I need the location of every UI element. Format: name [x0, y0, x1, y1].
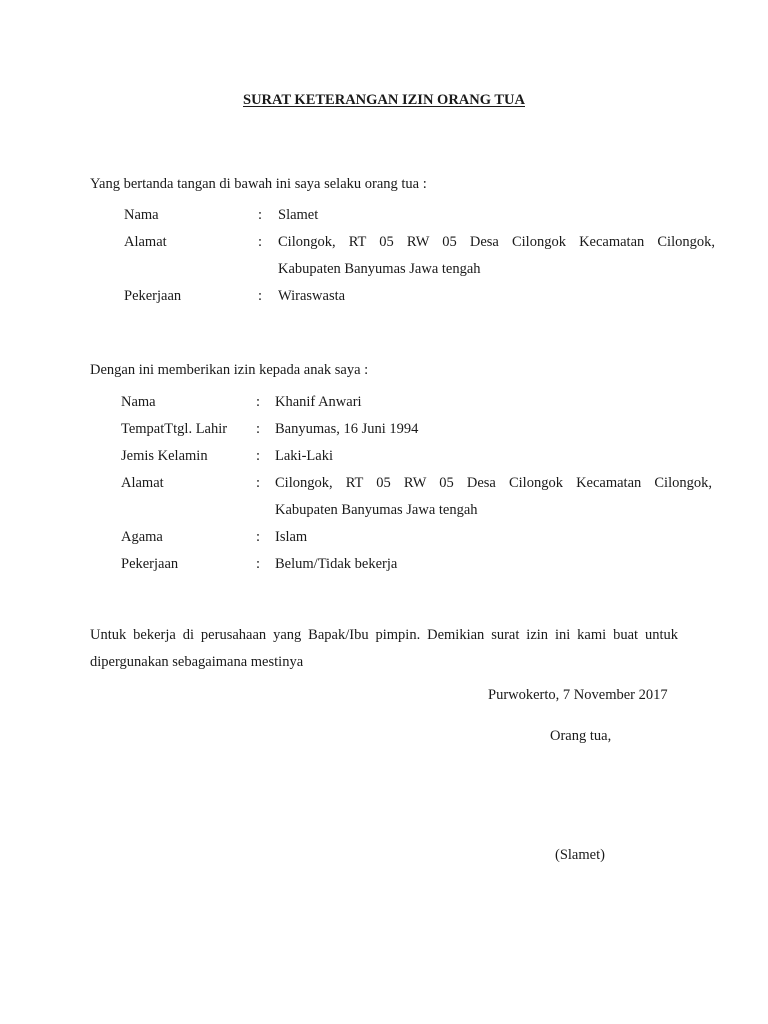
- child-field-row: [0, 556, 768, 583]
- field-label: Nama: [124, 207, 159, 223]
- field-value: Wiraswasta: [278, 288, 346, 304]
- parent-field-row-continuation: [0, 261, 768, 288]
- field-value: Cilongok, RT 05 RW 05 Desa Cilongok Kecamatan Cilongok,: [278, 234, 715, 250]
- letter-title-text: SURAT KETERANGAN IZIN ORANG TUA: [243, 92, 525, 108]
- field-label: Alamat: [124, 234, 167, 250]
- parent-field-row: [0, 288, 768, 315]
- field-label: Alamat: [121, 475, 164, 491]
- field-value: Banyumas, 16 Juni 1994: [275, 421, 419, 437]
- field-value: Khanif Anwari: [275, 394, 362, 410]
- place-date: Purwokerto, 7 November 2017: [488, 687, 668, 703]
- field-value-continuation: Kabupaten Banyumas Jawa tengah: [275, 502, 478, 518]
- signatory-role: Orang tua,: [550, 728, 612, 744]
- field-separator: :: [256, 556, 261, 572]
- signatory-name: (Slamet): [555, 847, 605, 863]
- closing-line-2: dipergunakan sebagaimana mestinya: [90, 654, 304, 670]
- child-field-row: [0, 475, 768, 502]
- field-label: Pekerjaan: [121, 556, 179, 572]
- field-separator: :: [256, 421, 261, 437]
- field-separator: :: [258, 207, 263, 223]
- field-separator: :: [256, 475, 261, 491]
- field-value: Belum/Tidak bekerja: [275, 556, 398, 572]
- intro-child: Dengan ini memberikan izin kepada anak saya :: [90, 362, 369, 378]
- field-separator: :: [256, 448, 261, 464]
- child-field-row: [0, 448, 768, 475]
- child-field-row-continuation: [0, 502, 768, 529]
- field-value: Laki-Laki: [275, 448, 333, 464]
- field-separator: :: [256, 394, 261, 410]
- field-label: Agama: [121, 529, 163, 545]
- field-label: TempatTtgl. Lahir: [121, 421, 228, 437]
- field-separator: :: [258, 288, 263, 304]
- field-separator: :: [258, 234, 263, 250]
- child-field-row: [0, 421, 768, 448]
- field-separator: :: [256, 529, 261, 545]
- field-value: Islam: [275, 529, 308, 545]
- field-value: Slamet: [278, 207, 319, 223]
- intro-parent: Yang bertanda tangan di bawah ini saya selaku orang tua :: [90, 176, 427, 192]
- field-value: Cilongok, RT 05 RW 05 Desa Cilongok Kecamatan Cilongok,: [275, 475, 712, 491]
- letter-title: [0, 92, 768, 109]
- parent-field-row: [0, 207, 768, 234]
- field-label: Pekerjaan: [124, 288, 182, 304]
- field-value-continuation: Kabupaten Banyumas Jawa tengah: [278, 261, 481, 277]
- field-label: Jemis Kelamin: [121, 448, 208, 464]
- child-field-row: [0, 529, 768, 556]
- parent-field-row: [0, 234, 768, 261]
- field-label: Nama: [121, 394, 156, 410]
- child-field-row: [0, 394, 768, 421]
- closing-line-1: Untuk bekerja di perusahaan yang Bapak/Ibu pimpin. Demikian surat izin ini kami buat untuk: [90, 627, 678, 643]
